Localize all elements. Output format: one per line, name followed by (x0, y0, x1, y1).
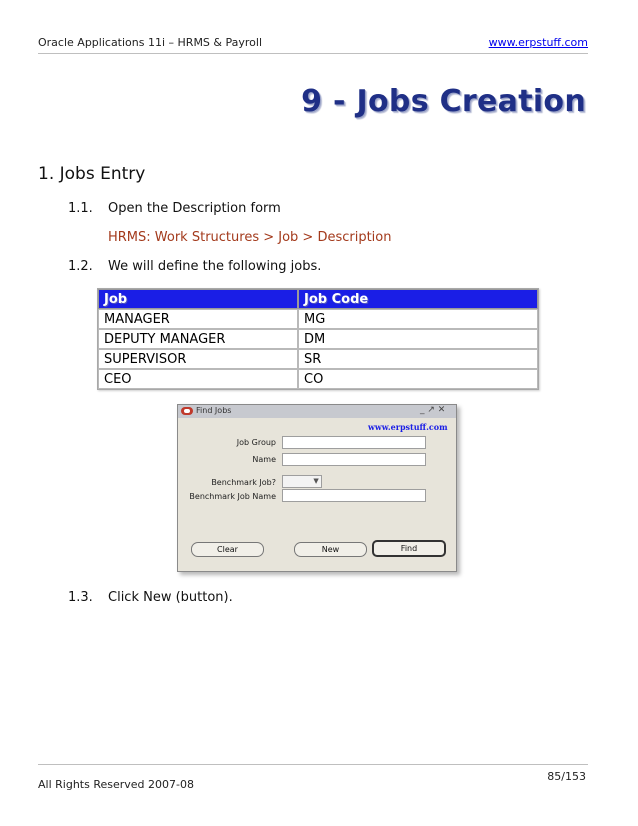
table-row (98, 369, 538, 389)
job-code-cell: SR (298, 349, 538, 369)
job-cell: MANAGER (98, 309, 298, 329)
job-cell: DEPUTY MANAGER (98, 329, 298, 349)
table-row (98, 349, 538, 369)
oracle-logo-icon (181, 407, 193, 415)
clear-button[interactable]: Clear (191, 542, 264, 557)
job-group-input[interactable] (282, 436, 426, 449)
job-cell: CEO (98, 369, 298, 389)
window-titlebar[interactable] (178, 405, 456, 418)
header-left: Oracle Applications 11i – HRMS & Payroll (38, 36, 262, 49)
column-header-job: Job (98, 289, 298, 309)
watermark-url: www.erpstuff.com (368, 422, 448, 432)
window-controls[interactable]: _ ↗ ✕ (420, 405, 446, 415)
jobs-table (97, 288, 539, 390)
header-link[interactable]: www.erpstuff.com (488, 36, 588, 49)
step-number: 1.1. (68, 201, 93, 216)
navigation-path: HRMS: Work Structures > Job > Description (108, 230, 392, 245)
table-row (98, 329, 538, 349)
page-title: 9 - Jobs Creation (301, 84, 586, 119)
chevron-down-icon: ▼ (313, 477, 321, 485)
benchmark-job-select[interactable] (282, 475, 322, 488)
step-number: 1.3. (68, 590, 93, 605)
job-group-label: Job Group (236, 438, 276, 447)
step-number: 1.2. (68, 259, 93, 274)
benchmark-job-name-input[interactable] (282, 489, 426, 502)
table-row (98, 309, 538, 329)
benchmark-job-name-label: Benchmark Job Name (189, 492, 276, 501)
footer-rule (38, 764, 588, 765)
page-number: 85/153 (547, 770, 586, 783)
new-button[interactable]: New (294, 542, 367, 557)
name-label: Name (252, 455, 276, 464)
step-text: Click New (button). (108, 590, 233, 605)
find-jobs-window (177, 404, 457, 572)
name-input[interactable] (282, 453, 426, 466)
job-code-cell: DM (298, 329, 538, 349)
step-text: Open the Description form (108, 201, 281, 216)
job-cell: SUPERVISOR (98, 349, 298, 369)
benchmark-job-label: Benchmark Job? (211, 478, 276, 487)
column-header-job-code: Job Code (298, 289, 538, 309)
step-text: We will define the following jobs. (108, 259, 322, 274)
find-button[interactable]: Find (372, 540, 446, 557)
window-title: Find Jobs (196, 406, 232, 415)
section-heading: 1. Jobs Entry (38, 164, 146, 184)
job-code-cell: MG (298, 309, 538, 329)
footer-copyright: All Rights Reserved 2007-08 (38, 778, 194, 791)
header-rule (38, 53, 588, 54)
job-code-cell: CO (298, 369, 538, 389)
